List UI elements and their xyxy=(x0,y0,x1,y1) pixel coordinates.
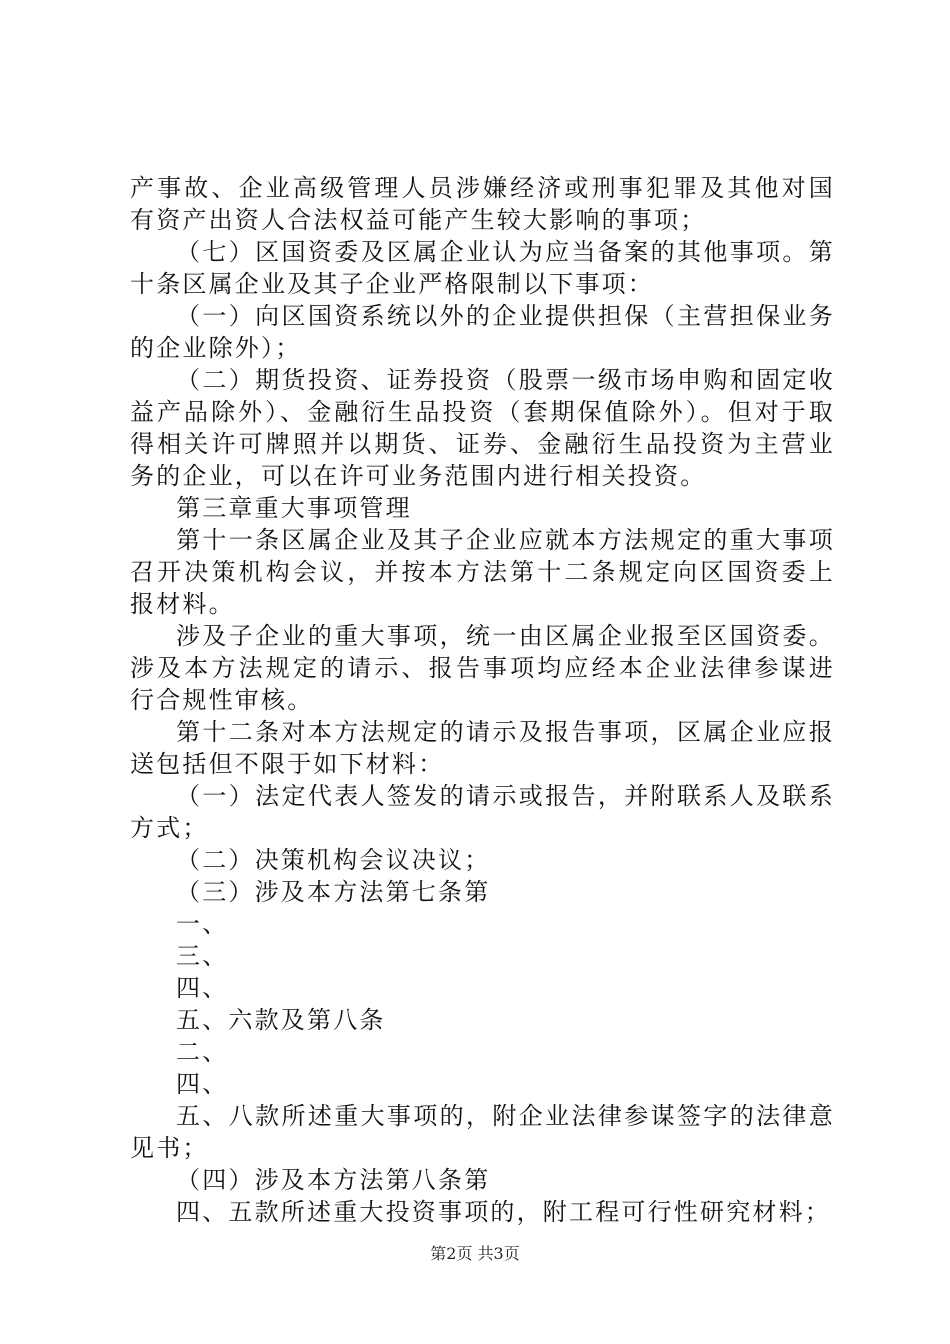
chapter-heading: 第三章重大事项管理 xyxy=(176,494,412,522)
list-item: 一、 xyxy=(176,910,229,938)
list-item: 二、 xyxy=(176,1038,229,1066)
list-item: 五、八款所述重大事项的，附企业法律参谋签字的法律意见书； xyxy=(130,1102,835,1162)
list-item: 四、五款所述重大投资事项的，附工程可行性研究材料； xyxy=(176,1198,831,1226)
page-number-footer: 第2页 共3页 xyxy=(430,1244,520,1263)
list-item: 四、 xyxy=(176,1070,229,1098)
paragraph: 涉及子企业的重大事项，统一由区属企业报至区国资委。涉及本方法规定的请示、报告事项均应经本企业法律参谋进行合规性审核。 xyxy=(130,622,835,714)
document-body xyxy=(130,172,835,1228)
list-item: （三）涉及本方法第七条第 xyxy=(176,878,491,906)
paragraph: （七）区国资委及区属企业认为应当备案的其他事项。第十条区属企业及其子企业严格限制以下事项： xyxy=(130,238,835,298)
paragraph: 第十二条对本方法规定的请示及报告事项，区属企业应报送包括但不限于如下材料： xyxy=(130,718,835,778)
list-item: 四、 xyxy=(176,974,229,1002)
list-item: 三、 xyxy=(176,942,229,970)
list-item: （一）法定代表人签发的请示或报告，并附联系人及联系方式； xyxy=(130,782,835,842)
paragraph: 第十一条区属企业及其子企业应就本方法规定的重大事项召开决策机构会议，并按本方法第十二条规定向区国资委上报材料。 xyxy=(130,526,835,618)
paragraph: 产事故、企业高级管理人员涉嫌经济或刑事犯罪及其他对国有资产出资人合法权益可能产生较大影响的事项； xyxy=(130,174,835,234)
list-item: （二）决策机构会议决议； xyxy=(176,846,491,874)
paragraph: （二）期货投资、证券投资（股票一级市场申购和固定收益产品除外）、金融衍生品投资（套期保值除外）。但对于取得相关许可牌照并以期货、证券、金融衍生品投资为主营业务的企业，可以在许可业务范围内进行相关投资。 xyxy=(130,366,835,490)
list-item: 五、六款及第八条 xyxy=(176,1006,386,1034)
paragraph: （一）向区国资系统以外的企业提供担保（主营担保业务的企业除外）； xyxy=(130,302,835,362)
list-item: （四）涉及本方法第八条第 xyxy=(176,1166,491,1194)
